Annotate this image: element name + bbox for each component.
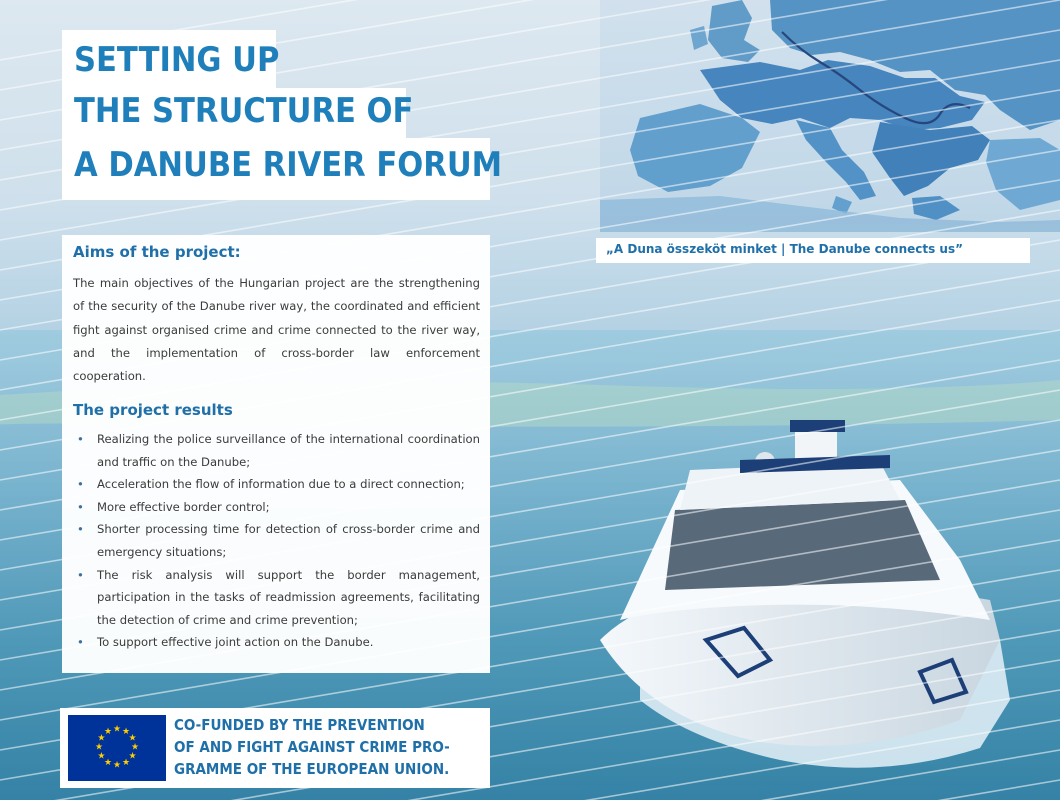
title-line-3-box bbox=[62, 138, 503, 200]
svg-text:★: ★ bbox=[128, 751, 137, 762]
eu-funding-line: GRAMME OF THE EUROPEAN UNION. bbox=[174, 760, 450, 778]
results-list-item: • The risk analysis will support the border management, participation in the tasks of readmission agreements, facilitating the detection of crime and crime prevention; bbox=[73, 564, 480, 632]
svg-text:★: ★ bbox=[103, 758, 113, 769]
slogan-box bbox=[596, 238, 1030, 263]
page-title-line-2: THE STRUCTURE OF bbox=[74, 91, 414, 131]
eu-flag-icon bbox=[68, 715, 166, 781]
svg-text:★: ★ bbox=[112, 724, 122, 735]
svg-text:★: ★ bbox=[103, 726, 113, 737]
eu-funding-text bbox=[174, 714, 486, 780]
results-list-item: • Acceleration the flow of information due to a direct connection; bbox=[73, 473, 480, 496]
page-title-line-3: A DANUBE RIVER FORUM bbox=[74, 145, 503, 185]
svg-text:★: ★ bbox=[97, 751, 106, 762]
title-line-1-box bbox=[62, 30, 280, 88]
svg-text:★: ★ bbox=[128, 733, 137, 744]
svg-text:★: ★ bbox=[121, 726, 131, 737]
results-list-item: • Realizing the police surveillance of the international coordination and traffic on the Danube; bbox=[73, 428, 480, 473]
eu-funding-line: OF AND FIGHT AGAINST CRIME PRO- bbox=[174, 738, 450, 756]
slogan-text: „A Duna összeköt minket | The Danube connects us” bbox=[606, 242, 963, 256]
results-list-item: • To support effective joint action on the Danube. bbox=[73, 631, 480, 654]
results-list-item: • Shorter processing time for detection of cross-border crime and emergency situations; bbox=[73, 518, 480, 563]
results-list-item: • More effective border control; bbox=[73, 496, 480, 519]
eu-funding-line: CO-FUNDED BY THE PREVENTION bbox=[174, 716, 425, 734]
content-panel bbox=[62, 235, 490, 673]
title-line-2-box bbox=[62, 88, 414, 138]
aims-heading: Aims of the project: bbox=[73, 243, 241, 261]
svg-text:★: ★ bbox=[112, 760, 122, 771]
page-title-line-1: SETTING UP bbox=[74, 40, 280, 80]
europe-map bbox=[600, 0, 1060, 232]
svg-text:★: ★ bbox=[94, 742, 104, 753]
svg-text:★: ★ bbox=[130, 742, 140, 753]
svg-text:★: ★ bbox=[97, 733, 106, 744]
svg-text:★: ★ bbox=[121, 758, 131, 769]
eu-funding-box bbox=[60, 708, 490, 788]
results-heading: The project results bbox=[73, 401, 233, 419]
results-list bbox=[73, 428, 480, 654]
aims-paragraph: The main objectives of the Hungarian project are the strengthening of the security of the Danube river way, the coordinated and efficient fight against organised crime and crime connected to the river way, and the implementation of cross-border law enforcement cooperation. bbox=[73, 276, 480, 384]
